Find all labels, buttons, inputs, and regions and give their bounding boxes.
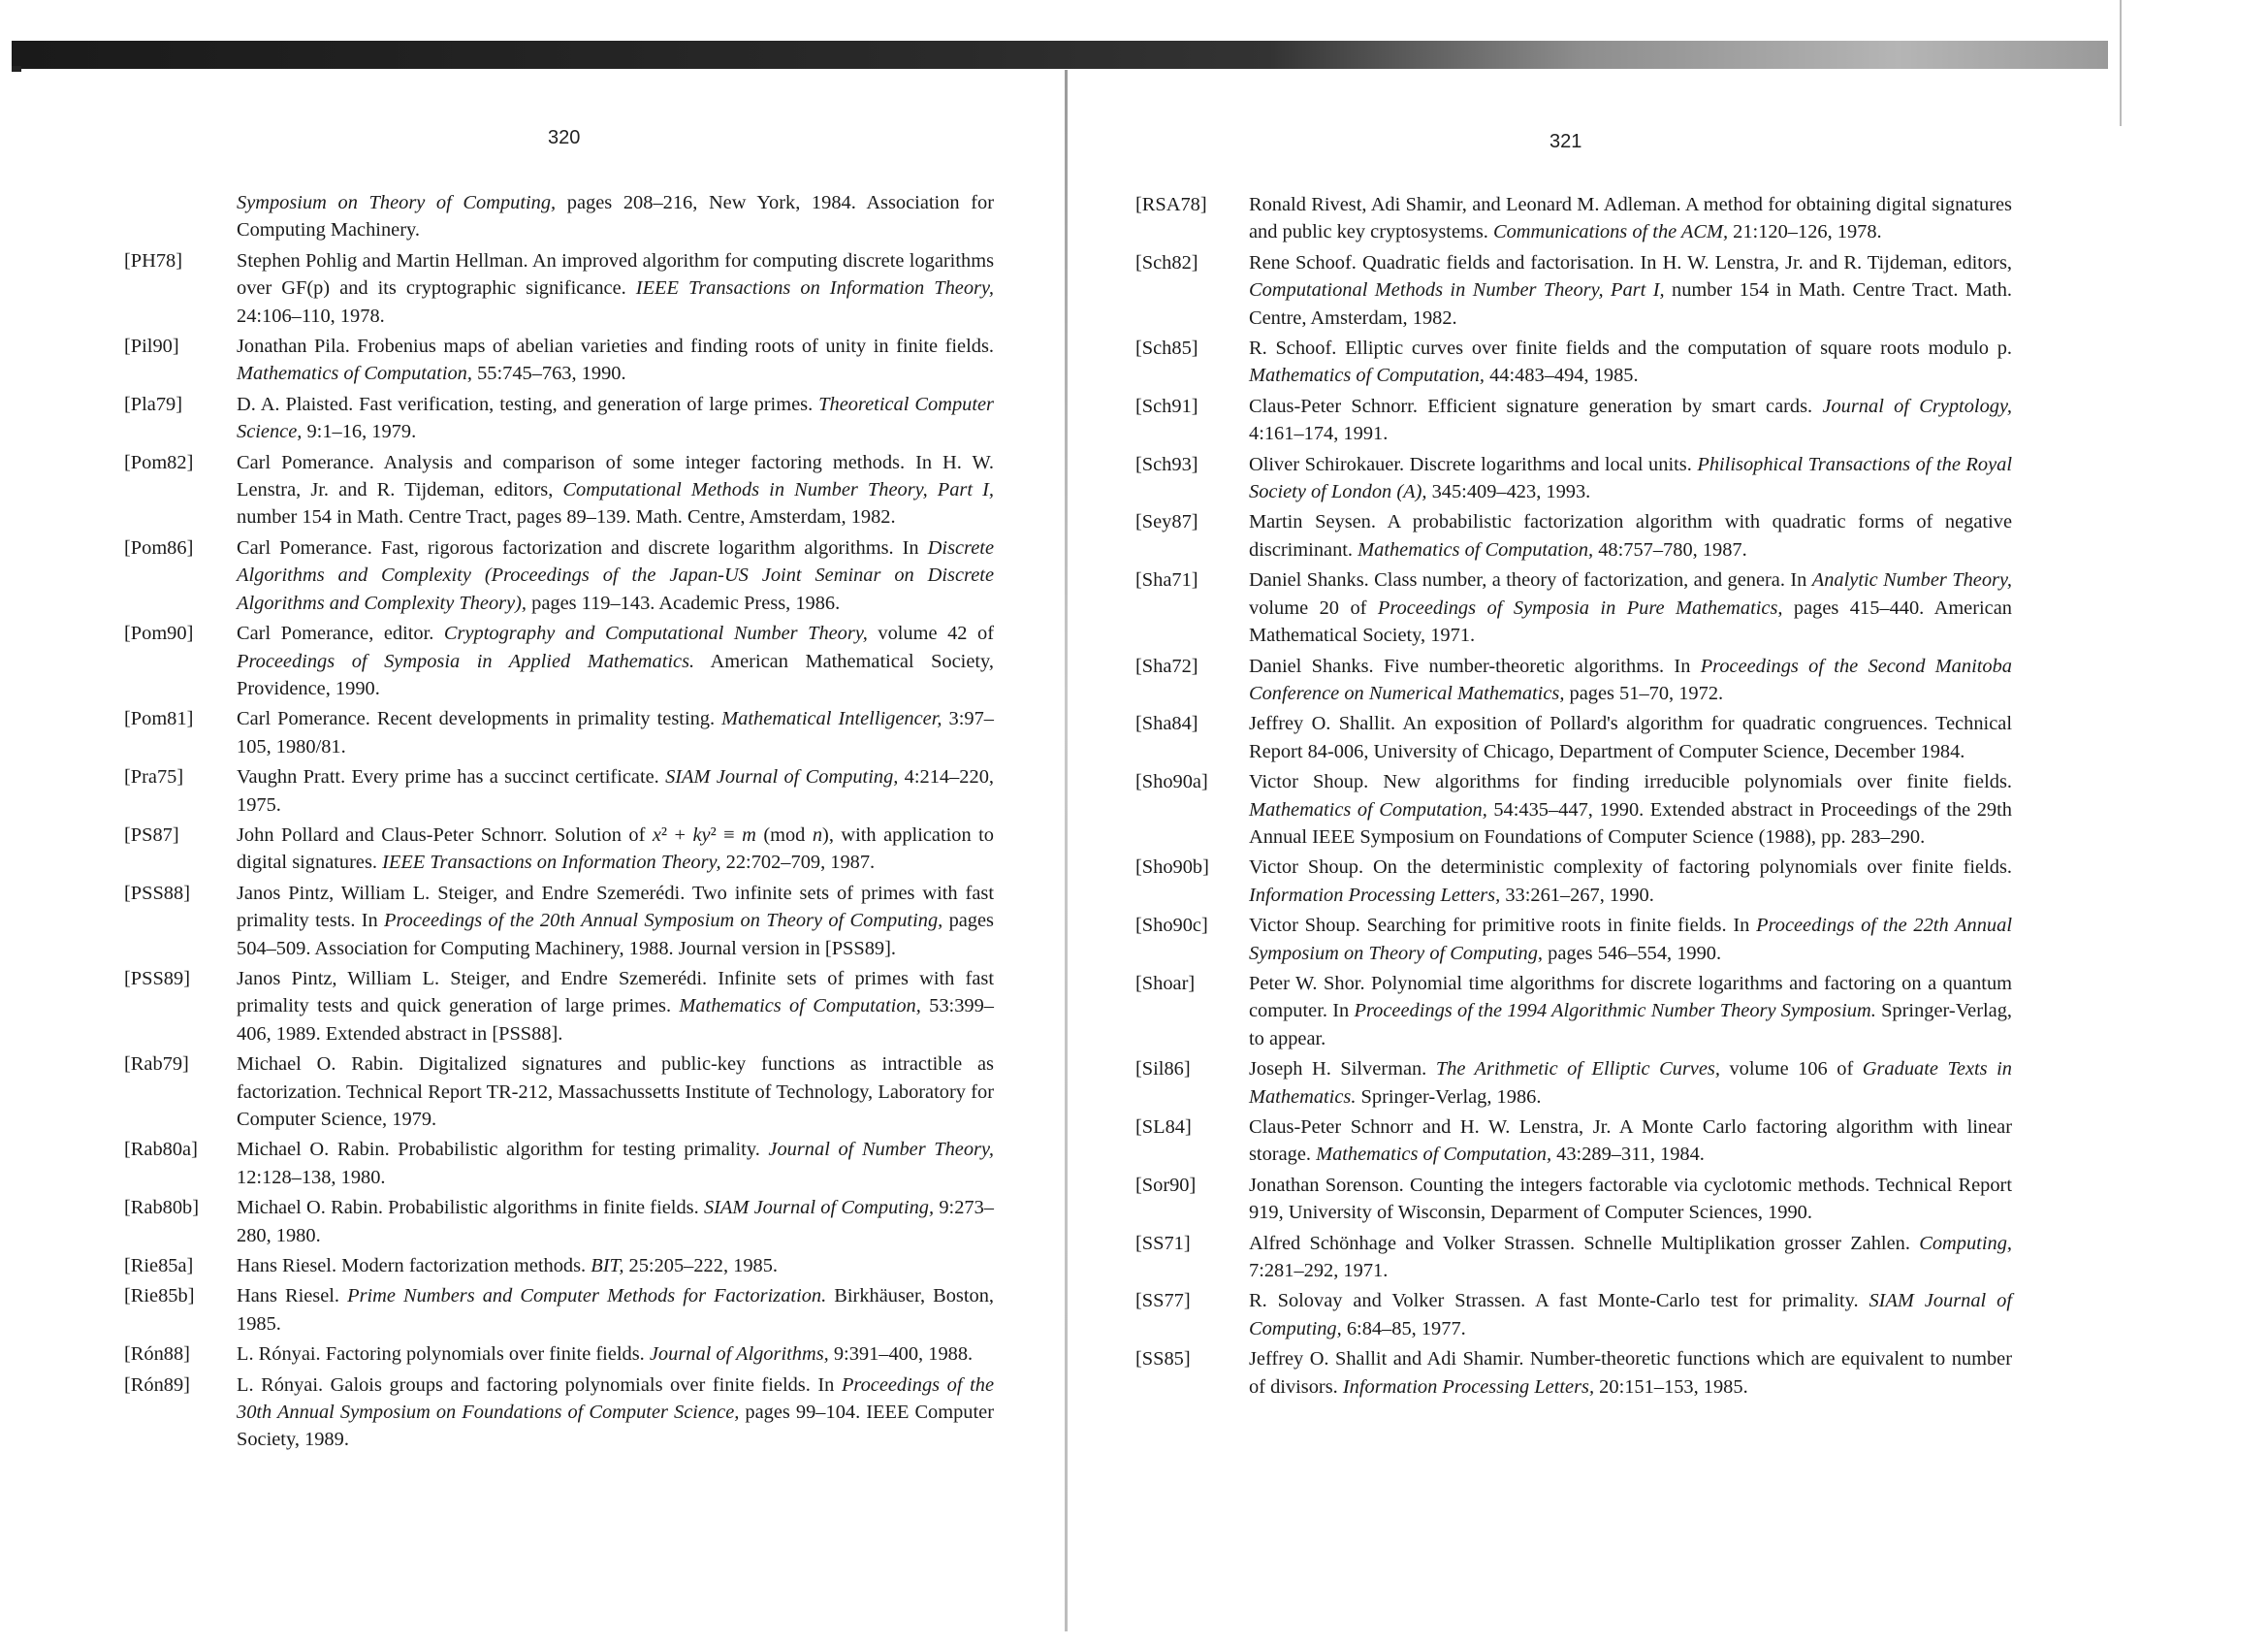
reference-key: [Sch82] — [1135, 251, 1198, 274]
book-spine-gutter — [1065, 70, 1068, 1631]
reference-text — [1249, 451, 2012, 506]
reference-segment: Ronald Rivest, Adi Shamir, and Leonard M. Adleman. A method for obtaining digital signatures and public key cryptosystems. — [1249, 194, 2012, 243]
reference-key: [Pom82] — [124, 451, 194, 473]
reference-text — [1249, 1230, 2012, 1285]
reference-text — [237, 1371, 994, 1454]
reference-title: Mathematics of Computation, — [237, 363, 472, 385]
reference-segment: pages 51–70, 1972. — [1564, 682, 1724, 704]
reference-entry — [124, 1371, 994, 1454]
reference-text — [237, 880, 994, 962]
reference-segment: Claus-Peter Schnorr. Efficient signature generation by smart cards. — [1249, 395, 1823, 417]
reference-segment: Martin Seysen. A probabilistic factorization algorithm with quadratic forms of negative discriminant. — [1249, 511, 2012, 561]
reference-segment: 4:161–174, 1991. — [1249, 423, 1389, 445]
reference-entry — [1135, 393, 2012, 448]
reference-key: [Sch93] — [1135, 453, 1198, 475]
reference-title: Mathematics of Computation, — [1316, 1144, 1552, 1166]
scan-top-edge-bar — [12, 41, 2108, 69]
reference-text — [1249, 970, 2012, 1052]
reference-entry — [1135, 912, 2012, 967]
reference-text — [237, 1252, 994, 1279]
reference-entry — [124, 1050, 994, 1133]
reference-segment: 53:399–406, 1989. Extended abstract in [PSS88]. — [237, 995, 994, 1045]
reference-title: ky — [692, 823, 711, 846]
reference-key: [Sha72] — [1135, 655, 1198, 677]
reference-entry — [1135, 566, 2012, 649]
reference-entry — [1135, 1287, 2012, 1342]
reference-segment: 3:97–105, 1980/81. — [237, 708, 994, 758]
reference-title: Mathematics of Computation, — [1249, 798, 1487, 821]
reference-title: IEEE Transactions on Information Theory, — [382, 852, 721, 874]
reference-entry — [124, 1252, 994, 1279]
reference-entry — [1135, 451, 2012, 506]
reference-title: Philisophical Transactions of the Royal Society of London (A), — [1249, 453, 2012, 503]
reference-entry — [1135, 191, 2012, 246]
reference-segment: pages 415–440. American Mathematical Society, 1971. — [1249, 597, 2012, 647]
reference-text — [237, 1050, 994, 1133]
reference-segment: Hans Riesel. — [237, 1285, 348, 1307]
reference-key: [SS85] — [1135, 1348, 1191, 1371]
reference-segment: number 154 in Math. Centre Tract, pages 89–139. Math. Centre, Amsterdam, 1982. — [237, 506, 896, 529]
reference-text — [237, 965, 994, 1048]
reference-segment: 4:214–220, 1975. — [237, 766, 994, 816]
reference-segment: volume 106 of — [1719, 1058, 1863, 1081]
reference-key: [PH78] — [124, 249, 183, 272]
reference-segment: 54:435–447, 1990. Extended abstract in Proceedings of the 29th Annual IEEE Symposium on Foundations of Computer Science (1988), pp. 283–290. — [1249, 798, 2012, 848]
reference-segment: Springer-Verlag, to appear. — [1249, 1000, 2013, 1049]
reference-key: [Rón89] — [124, 1373, 190, 1396]
reference-entry — [1135, 1345, 2012, 1401]
reference-entry — [1135, 508, 2012, 564]
reference-title: Proceedings of Symposia in Applied Mathematics. — [237, 650, 695, 672]
reference-key: [SS71] — [1135, 1232, 1191, 1254]
reference-segment: Alfred Schönhage and Volker Strassen. Schnelle Multiplikation grosser Zahlen. — [1249, 1232, 1920, 1254]
reference-key: [Rie85a] — [124, 1255, 194, 1277]
reference-segment: Carl Pomerance, editor. — [237, 623, 444, 645]
reference-key: [PS87] — [124, 823, 179, 846]
reference-title: BIT, — [591, 1255, 624, 1277]
reference-segment: volume 42 of — [867, 623, 994, 645]
reference-segment: Joseph H. Silverman. — [1249, 1058, 1436, 1081]
reference-text — [237, 449, 994, 532]
reference-entry — [1135, 854, 2012, 909]
reference-key: [Pla79] — [124, 393, 183, 415]
reference-key: [Sch91] — [1135, 395, 1198, 417]
reference-entry — [124, 1136, 994, 1191]
reference-segment: Vaughn Pratt. Every prime has a succinct certificate. — [237, 766, 666, 789]
reference-text — [1249, 1113, 2012, 1169]
reference-segment: Oliver Schirokauer. Discrete logarithms and local units. — [1249, 453, 1698, 475]
reference-title: SIAM Journal of Computing, — [1249, 1290, 2012, 1339]
reference-text — [237, 620, 994, 702]
reference-text — [1249, 191, 2012, 246]
reference-segment: Janos Pintz, William L. Steiger, and Endre Szemerédi. Infinite sets of primes with fast primality tests and quick generation of large primes. — [237, 967, 994, 1017]
reference-title: Journal of Number Theory, — [768, 1139, 995, 1161]
reference-segment: 21:120–126, 1978. — [1728, 221, 1882, 243]
reference-text — [1249, 1345, 2012, 1401]
reference-key: [Sha71] — [1135, 569, 1198, 592]
reference-segment: 9:273–280, 1980. — [237, 1197, 994, 1246]
reference-entry — [1135, 1055, 2012, 1111]
reference-key: [Pom86] — [124, 536, 194, 559]
reference-text — [237, 763, 994, 819]
reference-segment: Daniel Shanks. Five number-theoretic algorithms. In — [1249, 655, 1701, 677]
reference-key: [RSA78] — [1135, 194, 1207, 215]
reference-segment: Rene Schoof. Quadratic fields and factorisation. In H. W. Lenstra, Jr. and R. Tijdeman, editors, — [1249, 251, 2012, 274]
reference-title: Mathematics of Computation, — [1249, 365, 1485, 387]
reference-segment: 55:745–763, 1990. — [471, 363, 626, 385]
reference-title: Theoretical Computer Science, — [237, 393, 994, 443]
reference-segment: Carl Pomerance. Fast, rigorous factorization and discrete logarithm algorithms. In — [237, 536, 928, 559]
reference-text — [237, 705, 994, 760]
reference-title: The Arithmetic of Elliptic Curves, — [1435, 1058, 1720, 1081]
reference-entry — [124, 534, 994, 617]
reference-text — [1249, 1055, 2012, 1111]
reference-entry — [1135, 1113, 2012, 1169]
scan-top-edge-mark — [12, 66, 21, 72]
reference-text — [237, 1194, 994, 1249]
reference-segment: R. Solovay and Volker Strassen. A fast Monte-Carlo test for primality. — [1249, 1290, 1869, 1312]
reference-segment: ), with application to digital signatures. — [237, 823, 995, 874]
reference-segment: 48:757–780, 1987. — [1593, 538, 1747, 561]
reference-entry — [124, 247, 994, 330]
page-right-edge — [2120, 0, 2122, 126]
reference-segment: pages 99–104. IEEE Computer Society, 1989. — [237, 1402, 995, 1451]
reference-key: [Pil90] — [124, 336, 179, 358]
reference-key: [Rab80b] — [124, 1197, 200, 1219]
reference-title: Computing, — [1919, 1232, 2012, 1254]
reference-segment: L. Rónyai. Galois groups and factoring polynomials over finite fields. In — [237, 1373, 842, 1396]
reference-entry — [1135, 1172, 2012, 1227]
reference-segment: 345:409–423, 1993. — [1426, 481, 1591, 503]
reference-text — [237, 1282, 994, 1338]
reference-entry — [124, 705, 994, 760]
reference-segment: John Pollard and Claus-Peter Schnorr. Solution of — [237, 823, 653, 846]
reference-segment: 9:391–400, 1988. — [828, 1343, 974, 1366]
reference-title: Journal of Algorithms, — [649, 1343, 829, 1366]
reference-segment: pages 208–216, New York, 1984. Association for Computing Machinery. — [237, 192, 994, 242]
reference-title: Proceedings of Symposia in Pure Mathematics, — [1377, 597, 1783, 619]
reference-entry — [124, 1340, 994, 1368]
reference-entry — [124, 822, 994, 877]
reference-key: [SS77] — [1135, 1290, 1191, 1312]
reference-entry — [124, 333, 994, 388]
reference-segment: 20:151–153, 1985. — [1594, 1375, 1748, 1398]
reference-title: Mathematics of Computation, — [679, 995, 921, 1017]
reference-segment: 7:281–292, 1971. — [1249, 1260, 1389, 1282]
reference-segment: Hans Riesel. Modern factorization methods. — [237, 1255, 591, 1277]
reference-entry — [1135, 249, 2012, 332]
reference-title: Proceedings of the 22th Annual Symposium on Theory of Computing, — [1249, 915, 2012, 964]
reference-segment: Michael O. Rabin. Digitalized signatures and public-key functions as intractible as factorization. Technical Report TR-212, Massachussetts Institute of Technology, Laboratory for Computer Science, 1979. — [237, 1053, 994, 1130]
reference-segment: Michael O. Rabin. Probabilistic algorithm for testing primality. — [237, 1139, 769, 1161]
reference-key: [Sey87] — [1135, 511, 1198, 533]
reference-text — [1249, 710, 2012, 765]
reference-segment: Jonathan Pila. Frobenius maps of abelian varieties and finding roots of unity in finite fields. — [237, 336, 994, 358]
reference-text — [1249, 508, 2012, 564]
reference-text — [1249, 1172, 2012, 1227]
reference-segment: 12:128–138, 1980. — [237, 1166, 386, 1188]
reference-key: [Pra75] — [124, 766, 184, 789]
reference-title: Symposium on Theory of Computing, — [237, 192, 557, 213]
reference-text — [1249, 249, 2012, 332]
reference-segment: Michael O. Rabin. Probabilistic algorithms in finite fields. — [237, 1197, 704, 1219]
reference-entry — [124, 620, 994, 702]
reference-text — [237, 1340, 994, 1368]
reference-entry — [124, 763, 994, 819]
page-number: 321 — [1549, 131, 1582, 152]
reference-continuation — [124, 189, 994, 244]
reference-text — [1249, 768, 2012, 851]
reference-text — [237, 333, 994, 388]
reference-text — [1249, 854, 2012, 909]
reference-entry — [124, 880, 994, 962]
reference-text — [1249, 912, 2012, 967]
reference-segment: 33:261–267, 1990. — [1500, 884, 1654, 906]
reference-title: Proceedings of the Second Manitoba Conference on Numerical Mathematics, — [1249, 655, 2012, 704]
reference-segment: Jeffrey O. Shallit. An exposition of Pollard's algorithm for quadratic congruences. Technical Report 84-006, University of Chicago, Department of Computer Science, December 1984. — [1249, 713, 2012, 762]
page-number: 320 — [548, 127, 581, 148]
reference-segment: (mod — [755, 823, 813, 846]
reference-key: [SL84] — [1135, 1116, 1192, 1138]
reference-segment: 6:84–85, 1977. — [1341, 1317, 1466, 1339]
reference-title: n — [812, 823, 823, 846]
reference-segment: Claus-Peter Schnorr and H. W. Lenstra, Jr. A Monte Carlo factoring algorithm with linear storage. — [1249, 1116, 2012, 1166]
reference-title: IEEE Transactions on Information Theory, — [635, 277, 994, 300]
reference-segment: Janos Pintz, William L. Steiger, and Endre Szemerédi. Two infinite sets of primes with fast primality tests. In — [237, 882, 994, 932]
reference-title: Graduate Texts in Mathematics. — [1249, 1058, 2012, 1108]
reference-entry — [124, 1282, 994, 1338]
reference-title: Analytic Number Theory, — [1811, 569, 2012, 592]
reference-segment: Victor Shoup. On the deterministic complexity of factoring polynomials over finite fields. — [1249, 856, 2012, 879]
reference-title: Information Processing Letters, — [1342, 1375, 1595, 1398]
reference-segment: pages 546–554, 1990. — [1543, 942, 1722, 964]
reference-key: [Sho90b] — [1135, 856, 1209, 879]
reference-segment: 24:106–110, 1978. — [237, 305, 385, 327]
reference-text — [1249, 335, 2012, 390]
reference-segment: 9:1–16, 1979. — [302, 421, 417, 443]
reference-segment: pages 504–509. Association for Computing Machinery, 1988. Journal version in [PSS89]. — [237, 910, 994, 959]
reference-key: [Pom90] — [124, 623, 194, 645]
reference-entry — [1135, 970, 2012, 1052]
reference-segment: Jonathan Sorenson. Counting the integers factorable via cyclotomic methods. Technical Report 919, University of Wisconsin, Deparment of Computer Sciences, 1990. — [1249, 1174, 2012, 1224]
reference-key: [Pom81] — [124, 708, 194, 730]
reference-text — [1249, 1287, 2012, 1342]
reference-text — [237, 534, 994, 617]
reference-title: Cryptography and Computational Number Theory, — [443, 623, 868, 645]
reference-entry — [124, 1194, 994, 1249]
reference-text — [237, 822, 994, 877]
bibliography-list — [124, 189, 994, 1457]
reference-title: Computational Methods in Number Theory, Part I, — [1249, 279, 1665, 302]
reference-key: [Sho90a] — [1135, 771, 1208, 793]
reference-text — [237, 391, 994, 446]
reference-title: Proceedings of the 30th Annual Symposium on Foundations of Computer Science, — [237, 1373, 995, 1424]
reference-title: Mathematics of Computation, — [1358, 538, 1594, 561]
reference-title: Mathematical Intelligencer, — [721, 708, 942, 730]
reference-key: [Shoar] — [1135, 972, 1196, 994]
reference-segment: 22:702–709, 1987. — [720, 852, 876, 874]
reference-entry — [124, 449, 994, 532]
reference-key: [Rie85b] — [124, 1285, 195, 1307]
reference-segment: Stephen Pohlig and Martin Hellman. An improved algorithm for computing discrete logarithms over GF(p) and its cryptographic significance. — [237, 249, 994, 300]
reference-title: Discrete Algorithms and Complexity (Proceedings of the Japan-US Joint Seminar on Discrete Algorithms and Complexity Theory), — [237, 536, 994, 614]
reference-segment: Birkhäuser, Boston, 1985. — [237, 1285, 994, 1335]
reference-entry — [1135, 1230, 2012, 1285]
reference-segment: 44:483–494, 1985. — [1484, 365, 1639, 387]
reference-segment: 43:289–311, 1984. — [1551, 1144, 1705, 1166]
reference-entry — [1135, 768, 2012, 851]
reference-title: Proceedings of the 1994 Algorithmic Number Theory Symposium. — [1354, 1000, 1876, 1022]
reference-key: [PSS89] — [124, 967, 190, 989]
reference-segment: Carl Pomerance. Recent developments in primality testing. — [237, 708, 722, 730]
reference-title: Proceedings of the 20th Annual Symposium on Theory of Computing, — [384, 910, 943, 932]
reference-segment: D. A. Plaisted. Fast verification, testing, and generation of large primes. — [237, 393, 819, 415]
reference-entry — [124, 391, 994, 446]
reference-segment: number 154 in Math. Centre Tract. Math. Centre, Amsterdam, 1982. — [1249, 279, 2012, 329]
reference-title: Communications of the ACM, — [1493, 221, 1729, 243]
reference-key: [Sha84] — [1135, 713, 1198, 735]
reference-segment: Victor Shoup. New algorithms for finding irreducible polynomials over finite fields. — [1249, 771, 2012, 793]
reference-text — [237, 1136, 994, 1191]
reference-key: [Sch85] — [1135, 338, 1198, 360]
reference-title: m — [742, 823, 756, 846]
reference-text — [1249, 653, 2012, 708]
reference-key: [Rab80a] — [124, 1139, 198, 1161]
reference-text — [1249, 393, 2012, 448]
reference-segment: ² ≡ — [710, 823, 743, 846]
reference-title: x — [652, 823, 661, 846]
reference-text — [237, 247, 994, 330]
reference-segment: Jeffrey O. Shallit and Adi Shamir. Number-theoretic functions which are equivalent to number of divisors. — [1249, 1348, 2012, 1398]
reference-entry — [1135, 335, 2012, 390]
reference-title: Journal of Cryptology, — [1822, 395, 2012, 417]
reference-key: [PSS88] — [124, 882, 190, 904]
reference-segment: ² + — [660, 823, 693, 846]
reference-text — [1249, 566, 2012, 649]
reference-title: SIAM Journal of Computing, — [703, 1197, 935, 1219]
reference-segment: R. Schoof. Elliptic curves over finite fields and the computation of square roots modulo p. — [1249, 338, 2012, 360]
reference-segment: Peter W. Shor. Polynomial time algorithms for discrete logarithms and factoring on a quantum computer. In — [1249, 972, 2012, 1022]
reference-segment: Daniel Shanks. Class number, a theory of factorization, and genera. In — [1249, 569, 1812, 592]
reference-title: Prime Numbers and Computer Methods for Factorization. — [347, 1285, 827, 1307]
reference-entry — [1135, 710, 2012, 765]
reference-title: Computational Methods in Number Theory, Part I, — [562, 479, 995, 501]
reference-segment: Carl Pomerance. Analysis and comparison of some integer factoring methods. In H. W. Lenstra, Jr. and R. Tijdeman, editors, — [237, 451, 994, 501]
reference-title: SIAM Journal of Computing, — [665, 766, 899, 789]
reference-key: [Rab79] — [124, 1053, 189, 1076]
reference-key: [Sil86] — [1135, 1058, 1191, 1081]
reference-segment: 25:205–222, 1985. — [623, 1255, 779, 1277]
reference-entry — [124, 965, 994, 1048]
reference-segment: Springer-Verlag, 1986. — [1356, 1085, 1542, 1108]
bibliography-list — [1135, 191, 2012, 1403]
reference-key: [Sho90c] — [1135, 915, 1208, 937]
reference-segment: pages 119–143. Academic Press, 1986. — [527, 592, 841, 614]
reference-segment: American Mathematical Society, Providence, 1990. — [237, 650, 995, 699]
reference-segment: volume 20 of — [1249, 597, 1378, 619]
reference-key: [Sor90] — [1135, 1174, 1197, 1196]
reference-segment: L. Rónyai. Factoring polynomials over finite fields. — [237, 1343, 650, 1366]
reference-key: [Rón88] — [124, 1343, 190, 1366]
reference-title: Information Processing Letters, — [1249, 884, 1501, 906]
reference-entry — [1135, 653, 2012, 708]
reference-text — [237, 189, 994, 244]
reference-segment: Victor Shoup. Searching for primitive roots in finite fields. In — [1249, 915, 1757, 937]
